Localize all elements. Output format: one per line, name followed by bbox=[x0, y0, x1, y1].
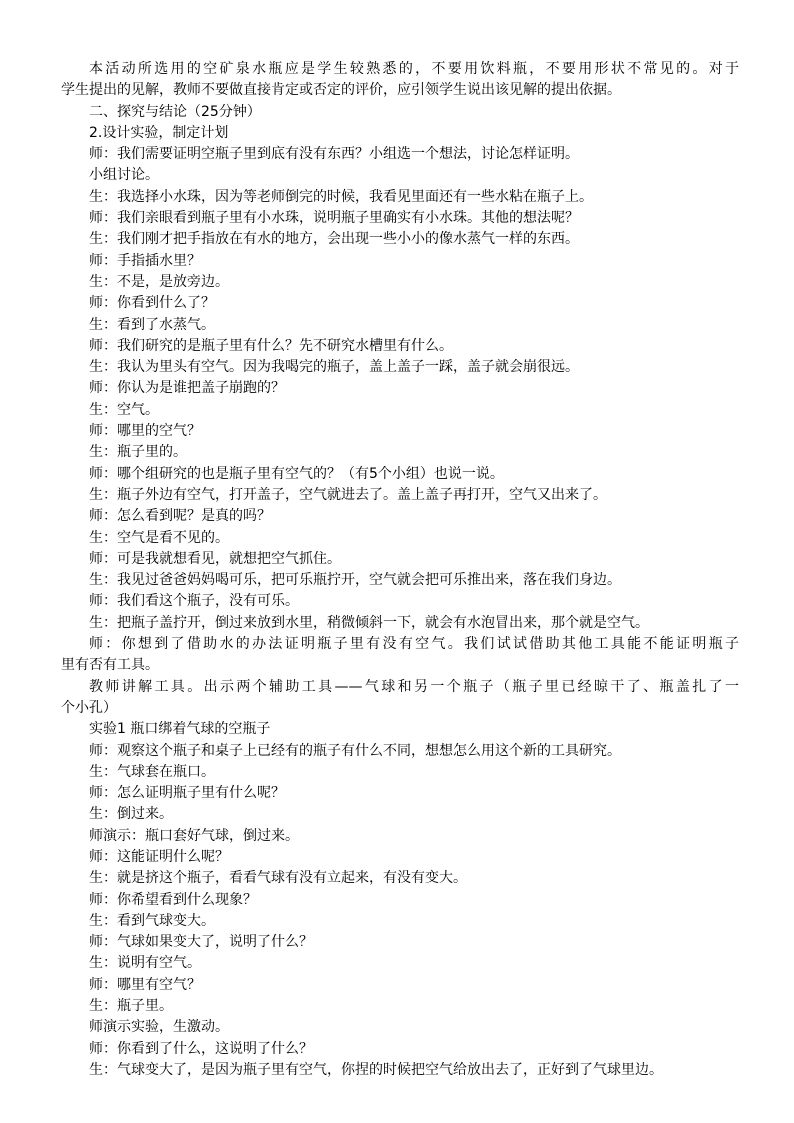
dialogue-line: 师：我们亲眼看到瓶子里有小水珠，说明瓶子里确实有小水珠。其他的想法呢？ bbox=[89, 210, 579, 227]
dialogue-line: 师：哪里的空气？ bbox=[89, 423, 201, 440]
dialogue-line: 师：怎么看到呢？是真的吗？ bbox=[89, 508, 271, 525]
dialogue-line: 生：空气是看不见的。 bbox=[89, 529, 229, 546]
dialogue-line: 小组讨论。 bbox=[89, 167, 159, 184]
dialogue-line: 师：哪里有空气？ bbox=[89, 976, 201, 993]
dialogue-line: 师：你认为是谁把盖子崩跑的？ bbox=[89, 380, 285, 397]
dialogue-line: 生：看到了水蒸气。 bbox=[89, 316, 215, 333]
dialogue-line: 生：不是，是放旁边。 bbox=[89, 273, 229, 290]
dialogue-line: 生：我认为里头有空气。因为我喝完的瓶子，盖上盖子一踩，盖子就会崩很远。 bbox=[89, 359, 579, 376]
dialogue-line: 师演示：瓶口套好气球，倒过来。 bbox=[89, 827, 299, 844]
dialogue-line: 生：瓶子里。 bbox=[89, 998, 173, 1015]
dialogue-line: 师：我们研究的是瓶子里有什么？先不研究水槽里有什么。 bbox=[89, 337, 453, 354]
dialogue-line: 生：气球套在瓶口。 bbox=[89, 763, 215, 780]
section-heading: 二、探究与结论（25分钟） bbox=[89, 103, 261, 120]
dialogue-line: 师：你希望看到什么现象？ bbox=[89, 891, 257, 908]
dialogue-line: 师：你看到什么了？ bbox=[89, 295, 215, 312]
dialogue-line: 师：气球如果变大了，说明了什么？ bbox=[89, 934, 313, 951]
document-body bbox=[61, 59, 739, 1081]
dialogue-line: 师：这能证明什么呢？ bbox=[89, 848, 229, 865]
paragraph-line: 学生提出的见解，教师不要做直接肯定或否定的评价，应引领学生说出该见解的提出依据。 bbox=[61, 82, 621, 99]
dialogue-line: 生：瓶子里的。 bbox=[89, 444, 187, 461]
dialogue-line: 师：哪个组研究的也是瓶子里有空气的？（有5个小组）也说一说。 bbox=[89, 465, 504, 482]
paragraph-line: 教师讲解工具。出示两个辅助工具——气球和另一个瓶子（瓶子里已经晾干了、瓶盖扎了一 bbox=[89, 678, 739, 695]
dialogue-line: 师演示实验，生激动。 bbox=[89, 1019, 229, 1036]
dialogue-line: 师：可是我就想看见，就想把空气抓住。 bbox=[89, 550, 341, 567]
dialogue-line: 生：说明有空气。 bbox=[89, 955, 201, 972]
dialogue-line: 生：我选择小水珠，因为等老师倒完的时候，我看见里面还有一些水粘在瓶子上。 bbox=[89, 188, 593, 205]
dialogue-line: 师：你想到了借助水的办法证明瓶子里有没有空气。我们试试借助其他工具能不能证明瓶子 bbox=[89, 636, 739, 653]
experiment-heading: 实验1 瓶口绑着气球的空瓶子 bbox=[89, 721, 271, 738]
dialogue-line: 生：我们刚才把手指放在有水的地方，会出现一些小小的像水蒸气一样的东西。 bbox=[89, 231, 579, 248]
dialogue-line: 师：怎么证明瓶子里有什么呢？ bbox=[89, 785, 285, 802]
paragraph-line: 个小孔） bbox=[61, 699, 117, 716]
dialogue-line: 生：空气。 bbox=[89, 401, 159, 418]
dialogue-line: 里有否有工具。 bbox=[61, 657, 159, 674]
dialogue-line: 师：你看到了什么，这说明了什么？ bbox=[89, 1040, 313, 1057]
dialogue-line: 师：我们需要证明空瓶子里到底有没有东西？小组选一个想法，讨论怎样证明。 bbox=[89, 146, 579, 163]
dialogue-line: 生：我见过爸爸妈妈喝可乐，把可乐瓶拧开，空气就会把可乐推出来，落在我们身边。 bbox=[89, 572, 621, 589]
dialogue-line: 生：就是挤这个瓶子，看看气球有没有立起来，有没有变大。 bbox=[89, 870, 467, 887]
paragraph-line: 本活动所选用的空矿泉水瓶应是学生较熟悉的，不要用饮料瓶，不要用形状不常见的。对于 bbox=[89, 61, 739, 77]
dialogue-line: 生：瓶子外边有空气，打开盖子，空气就进去了。盖上盖子再打开，空气又出来了。 bbox=[89, 486, 607, 503]
dialogue-line: 生：气球变大了，是因为瓶子里有空气，你捏的时候把空气给放出去了，正好到了气球里边。 bbox=[89, 1061, 663, 1078]
subsection-heading: 2.设计实验，制定计划 bbox=[89, 124, 229, 141]
dialogue-line: 师：观察这个瓶子和桌子上已经有的瓶子有什么不同，想想怎么用这个新的工具研究。 bbox=[89, 742, 621, 759]
dialogue-line: 生：倒过来。 bbox=[89, 806, 173, 823]
dialogue-line: 师：我们看这个瓶子，没有可乐。 bbox=[89, 593, 299, 610]
dialogue-line: 师：手指插水里？ bbox=[89, 252, 201, 269]
dialogue-line: 生：看到气球变大。 bbox=[89, 912, 215, 929]
dialogue-line: 生：把瓶子盖拧开，倒过来放到水里，稍微倾斜一下，就会有水泡冒出来，那个就是空气。 bbox=[89, 614, 649, 631]
